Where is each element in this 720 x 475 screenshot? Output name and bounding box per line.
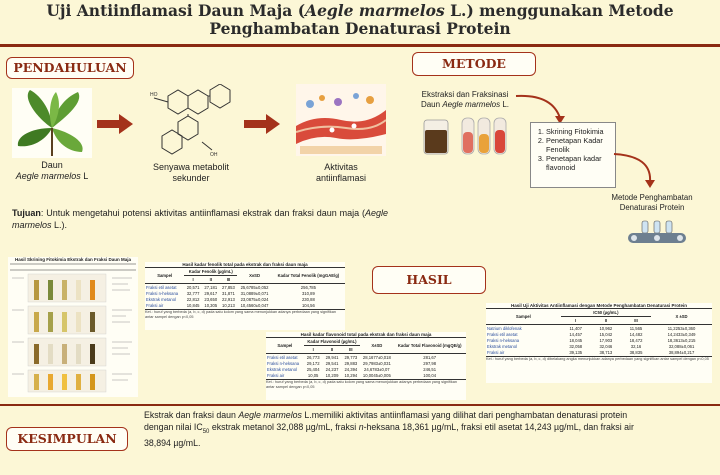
- table-header: Sampel: [486, 309, 561, 325]
- conclusion-text: Ekstrak dan fraksi daun Aegle marmelos L.memiliki aktivitas antiinflamasi yang dilihat dari penghambatan denaturasi protein dengan nilai $IC_{50}$ ekstrak metanol 32,088 µg/mL, fraksi n-heksana 18,361 µg/mL, fraksi etil asetat 14,243 µg/mL, dan fraksi air 38,894 µg/mL.: [144, 410, 634, 448]
- table-row: Fraksi etil asetat 26,773 29,941 29,773 28,1677±0,018 281,67: [267, 354, 437, 360]
- table-note: Ket.: huruf yang berbeda (a, b, c, d) pada satu kolom yang sama menunjukkan adanya perbedaan yang signifikan antar sampel dengan p<0,05: [145, 309, 337, 319]
- table-row: Fraksi air 10,05 10,209 10,294 10,0045±0,005 100,04: [266, 373, 466, 380]
- table-header: Kadar Flavonoid (µg/mL): [304, 338, 361, 346]
- table-header: II: [202, 276, 220, 284]
- poster-title: Uji Antiinflamasi Daun Maja (Aegle marmelos L.) menggunakan Metode Penghambatan Denaturasi Protein: [46, 1, 674, 38]
- table-header: II: [323, 346, 342, 354]
- table-header: X±SD: [237, 268, 271, 284]
- svg-text:HO: HO: [150, 92, 158, 98]
- inflammation-diagram-image: [296, 84, 386, 156]
- screening-table: [8, 257, 138, 397]
- table-header: Sampel: [266, 338, 304, 354]
- molecule-structure-image: [148, 84, 236, 160]
- flavonoid-table-title: Hasil kadar flavonoid total pada ekstrak dan fraksi daun maja: [300, 332, 432, 337]
- screening-table-title: Hasil Skrining Fitokimia Ekstrak dan Fraksi Daun Maja: [14, 257, 132, 262]
- flavonoid-table: [266, 332, 466, 400]
- table-row: Fraksi air 10,845 10,305 10,213 10,4560±0,047 104,56: [145, 303, 345, 310]
- method-step: 1. Skrining Fitokimia: [546, 127, 613, 136]
- section-label-pendahuluan: PENDAHULUAN: [6, 57, 134, 79]
- objective-text: Tujuan: Untuk mengetahui potensi aktivitas antiinflamasi ekstrak dan fraksi daun maja (Aegle marmelos L.).: [12, 208, 388, 230]
- table-header: Kadar Fenolik (µg/mL): [184, 268, 237, 276]
- table-note: Ket.: huruf yang berbeda (a, b, c, d) dibelakang angka menunjukkan adanya perbedaan yang signifikan antar sampel dengan p<0,05: [486, 356, 709, 361]
- table-header: X ±SD: [651, 309, 712, 325]
- table-header: III: [621, 317, 651, 325]
- conveyor-icon: [626, 219, 688, 245]
- table-header: Kadar Total Fenolik (mgGAE/g): [272, 268, 345, 284]
- phenolic-table: [145, 262, 345, 330]
- curved-arrow-icon: [512, 90, 568, 126]
- final-method-caption: Metode Penghambatan Denaturasi Protein: [611, 193, 693, 212]
- table-header: Sampel: [145, 268, 184, 284]
- section-label-metode: METODE: [412, 52, 536, 76]
- leaf-caption: Daun Aegle marmelos L: [15, 160, 89, 181]
- table-header: X±SD: [360, 338, 393, 354]
- table-header: III: [341, 346, 360, 354]
- method-step: 2. Penetapan Kadar Fenolik: [546, 136, 613, 154]
- section-label-kesimpulan: KESIMPULAN: [6, 427, 128, 451]
- table-header: I: [304, 346, 323, 354]
- extraction-glassware-image: [422, 114, 514, 156]
- table-row: Fraksi etil asetat 14,457 15,042 14,482 14,2433±0,349: [487, 331, 696, 337]
- table-note: Ket.: huruf yang berbeda (a, b, c, d) pada satu kolom yang sama menunjukkan adanya perbedaan yang signifikan antar sampel dengan p<0,05: [266, 379, 458, 389]
- method-step: 3. Penetapan kadar flavonoid: [546, 154, 613, 172]
- table-row: Fraksi n-heksana 32,777 29,617 31,871 31,0889±0,071 310,89: [146, 290, 315, 296]
- table-header: Kadar Total Flavonoid (mgQE/g): [393, 338, 466, 354]
- ic50-table: [486, 303, 712, 383]
- leaf-image: [12, 88, 92, 158]
- table-row: Fraksi air 39,135 38,713 38,835 38,894±0,217: [486, 350, 712, 357]
- curved-arrow-icon: [612, 150, 664, 192]
- title-divider: [0, 44, 720, 47]
- table-header: II: [591, 317, 621, 325]
- table-row: Natrium diklofenak 11,407 10,962 11,565 11,2253±0,360: [487, 325, 696, 331]
- section-divider: [0, 404, 720, 406]
- table-header: IC50 (µg/mL): [561, 309, 651, 317]
- table-row: Ekstrak metanol 32,058 32,046 32,16 32,088±0,061: [487, 344, 695, 350]
- method-steps-box: [530, 122, 616, 188]
- table-row: Fraksi n-heksana 29,172 29,541 29,883 29,7983±0,031 297,98: [267, 360, 437, 366]
- table-row: Fraksi etil asetat 20,571 27,181 27,853 25,6785±0,052 256,785: [146, 284, 316, 290]
- arrow-right-icon: [97, 114, 133, 134]
- table-row: Ekstrak metanol 25,404 24,237 24,394 24,6783±0,07 246,51: [267, 366, 437, 372]
- phenolic-table-title: Hasil kadar fenolik total pada ekstrak dan fraksi daun maja: [182, 262, 308, 267]
- section-label-hasil: HASIL: [372, 266, 486, 294]
- ic50-table-title: Hasil Uji Aktivitas Antiinflamasi dengan Metode Penghambatan Denaturasi Protein: [511, 303, 687, 308]
- table-row: Fraksi n-heksana 18,045 17,903 18,472 18,3613±0,215: [487, 337, 696, 343]
- arrow-right-icon: [244, 114, 280, 134]
- table-header: I: [184, 276, 202, 284]
- table-header: I: [561, 317, 591, 325]
- svg-text:OH: OH: [210, 152, 218, 158]
- table-header: III: [220, 276, 238, 284]
- extraction-caption: Ekstraksi dan Fraksinasi Daun Aegle marmelos L.: [420, 90, 510, 109]
- metabolite-caption: Senyawa metabolit sekunder: [152, 162, 230, 183]
- table-row: Ekstrak metanol 22,812 23,650 22,913 23,0875±0,024 230,88: [146, 296, 315, 302]
- activity-caption: Aktivitas antiinflamasi: [315, 162, 367, 183]
